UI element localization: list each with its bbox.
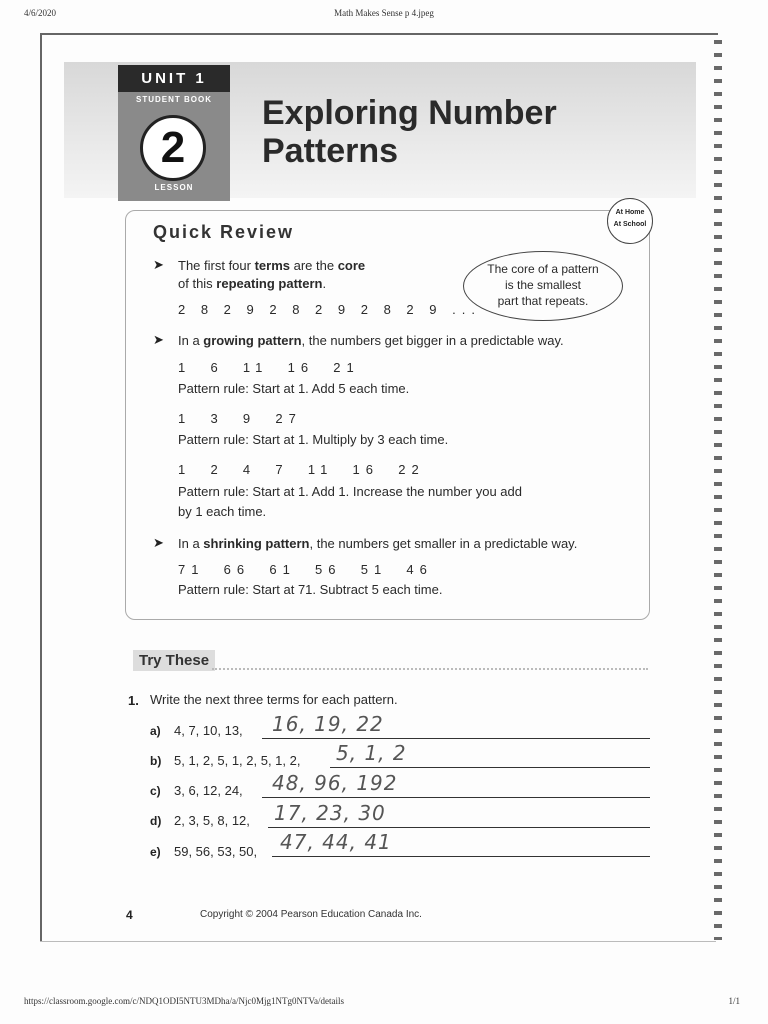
core-callout bbox=[463, 251, 623, 321]
item-label: b) bbox=[150, 754, 162, 768]
page-number: 4 bbox=[126, 908, 133, 922]
unit-label: UNIT 1 bbox=[118, 65, 230, 92]
shrinking-definition: In a shrinking pattern, the numbers get smaller in a predictable way. bbox=[178, 536, 578, 551]
handwritten-answer[interactable]: 5, 1, 2 bbox=[336, 741, 407, 765]
shrinking-rule: Pattern rule: Start at 71. Subtract 5 each time. bbox=[178, 582, 443, 597]
unit-tab bbox=[118, 65, 230, 201]
answer-line bbox=[262, 738, 650, 739]
print-url: https://classroom.google.com/c/NDQ1ODI5NTU3MDha/a/Njc0Mjg1NTg0NTVa/details bbox=[24, 996, 344, 1006]
shrinking-sequence: 71 66 61 56 51 46 bbox=[178, 562, 433, 577]
growing-definition: In a growing pattern, the numbers get bigger in a predictable way. bbox=[178, 333, 564, 348]
at-home-at-school-badge bbox=[607, 198, 653, 244]
callout-line3: part that repeats. bbox=[497, 294, 589, 308]
item-label: d) bbox=[150, 814, 162, 828]
lesson-title bbox=[262, 94, 557, 170]
student-book-label: STUDENT BOOK bbox=[136, 95, 212, 104]
growing-rule-1: Pattern rule: Start at 1. Add 5 each time. bbox=[178, 381, 410, 396]
callout-line2: is the smallest bbox=[504, 278, 582, 292]
repeating-line1: The first four terms are the core bbox=[178, 258, 366, 273]
answer-line bbox=[330, 767, 650, 768]
growing-rule-3-cont: by 1 each time. bbox=[178, 504, 267, 519]
badge-line1: At Home bbox=[615, 209, 645, 216]
spiral-binding bbox=[714, 40, 722, 940]
lesson-label: LESSON bbox=[154, 183, 194, 192]
item-label: e) bbox=[150, 845, 161, 859]
answer-line bbox=[272, 856, 650, 857]
growing-sequence-1: 1 6 11 16 21 bbox=[178, 360, 360, 375]
try-these-title: Try These bbox=[133, 650, 215, 671]
quick-review-title: Quick Review bbox=[153, 222, 295, 242]
item-sequence: 5, 1, 2, 5, 1, 2, 5, 1, 2, bbox=[174, 753, 301, 768]
handwritten-answer[interactable]: 17, 23, 30 bbox=[274, 801, 386, 825]
growing-rule-2: Pattern rule: Start at 1. Multiply by 3 each time. bbox=[178, 432, 449, 447]
badge-line2: At School bbox=[613, 221, 647, 228]
copyright: Copyright © 2004 Pearson Education Canada Inc. bbox=[200, 909, 422, 920]
item-sequence: 3, 6, 12, 24, bbox=[174, 783, 243, 798]
lesson-title-line2: Patterns bbox=[262, 132, 399, 170]
lesson-title-line1: Exploring Number bbox=[262, 94, 557, 132]
item-label: c) bbox=[150, 784, 161, 798]
bullet-arrow-icon: ➤ bbox=[153, 535, 164, 550]
repeating-sequence: 2 8 2 9 2 8 2 9 2 8 2 9 ... bbox=[178, 302, 481, 317]
repeating-line2: of this repeating pattern. bbox=[178, 276, 327, 291]
item-sequence: 2, 3, 5, 8, 12, bbox=[174, 813, 250, 828]
handwritten-answer[interactable]: 48, 96, 192 bbox=[272, 771, 398, 795]
growing-rule-3: Pattern rule: Start at 1. Add 1. Increase the number you add bbox=[178, 484, 522, 499]
question-text: Write the next three terms for each pattern. bbox=[150, 692, 398, 707]
try-these-divider bbox=[212, 668, 648, 670]
answer-line bbox=[262, 797, 650, 798]
callout-line1: The core of a pattern bbox=[487, 262, 599, 276]
item-sequence: 59, 56, 53, 50, bbox=[174, 844, 258, 859]
answer-line bbox=[268, 827, 650, 828]
item-label: a) bbox=[150, 724, 161, 738]
bullet-arrow-icon: ➤ bbox=[153, 257, 164, 272]
print-date: 4/6/2020 bbox=[24, 8, 57, 18]
worksheet-bottom-edge bbox=[40, 941, 716, 942]
growing-sequence-2: 1 3 9 27 bbox=[178, 411, 302, 426]
handwritten-answer[interactable]: 47, 44, 41 bbox=[280, 830, 392, 854]
print-page-count: 1/1 bbox=[728, 996, 740, 1006]
item-sequence: 4, 7, 10, 13, bbox=[174, 723, 243, 738]
lesson-number: 2 bbox=[140, 115, 206, 181]
handwritten-answer[interactable]: 16, 19, 22 bbox=[272, 712, 384, 736]
bullet-arrow-icon: ➤ bbox=[153, 332, 164, 347]
growing-sequence-3: 1 2 4 7 11 16 22 bbox=[178, 462, 425, 477]
print-filename: Math Makes Sense p 4.jpeg bbox=[334, 8, 434, 18]
question-number: 1. bbox=[128, 693, 139, 708]
